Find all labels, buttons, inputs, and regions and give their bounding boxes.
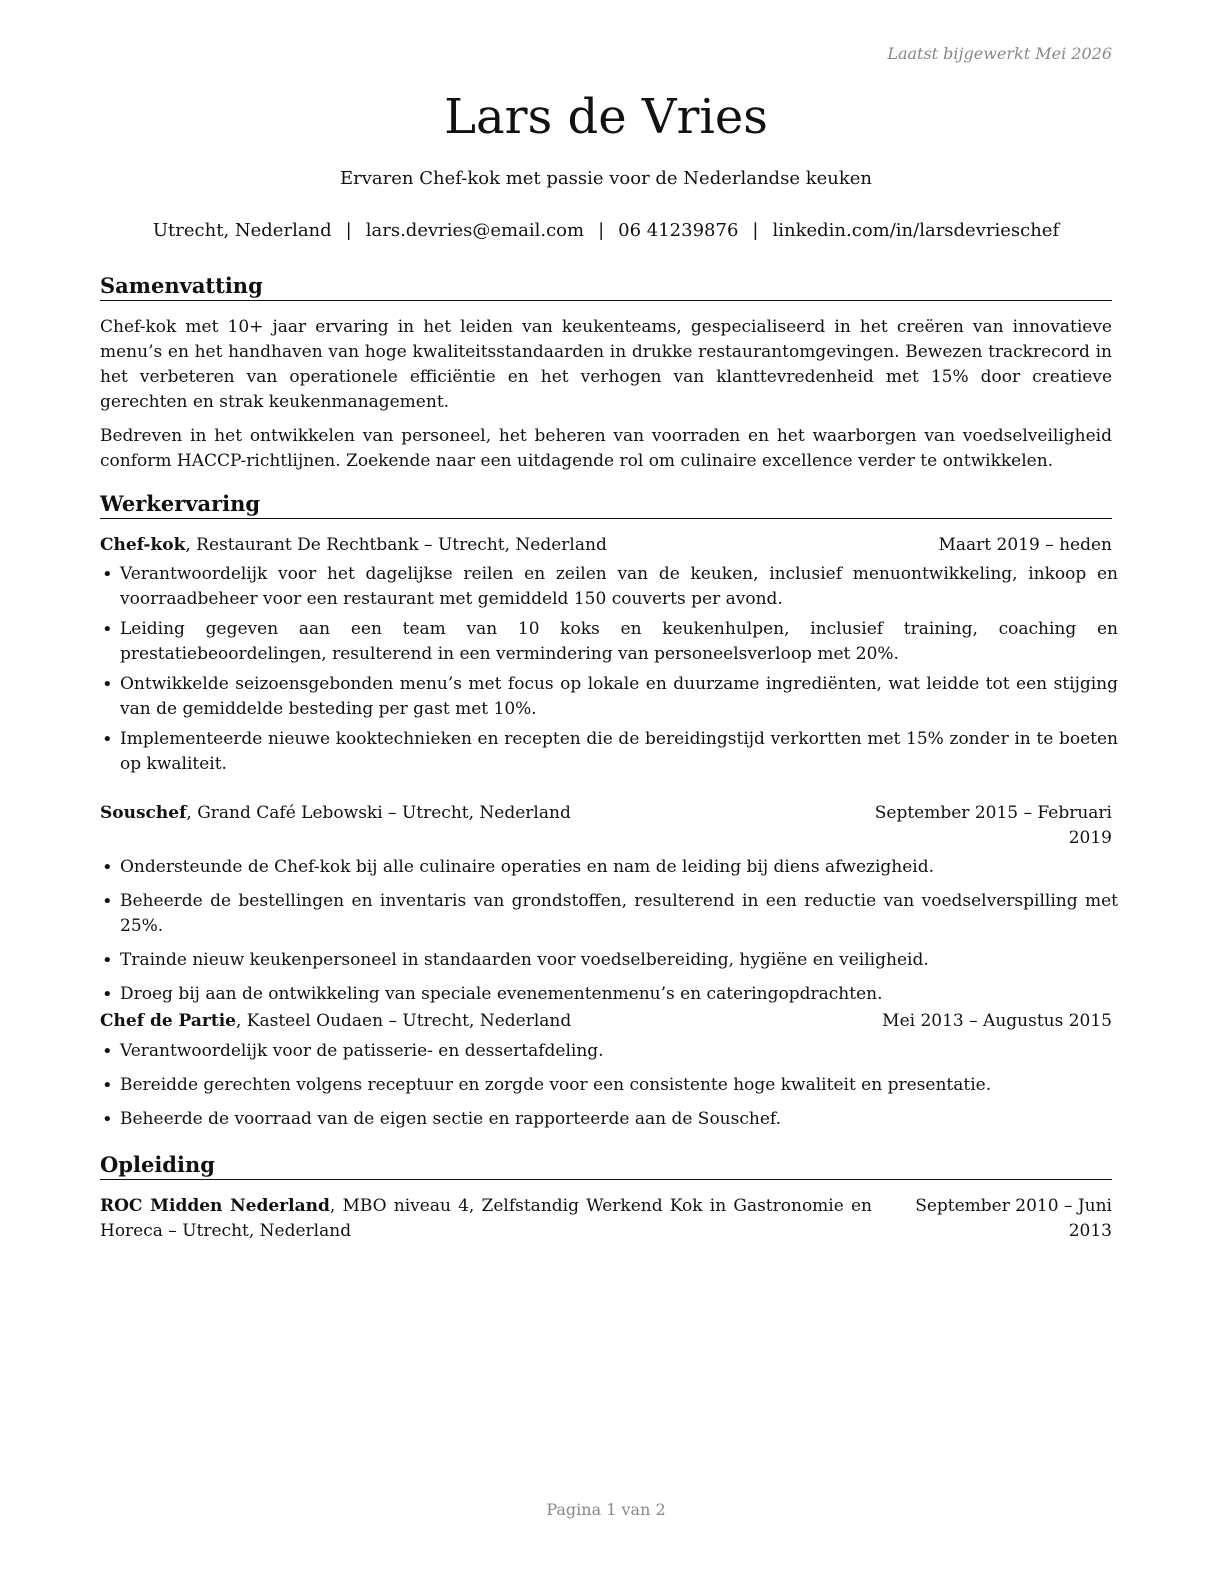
education-entry (100, 1194, 872, 1244)
job-role: Chef-kok (100, 535, 186, 555)
job-bullet-list (100, 562, 1118, 777)
education-period: September 2010 – Juni 2013 (915, 1196, 1112, 1241)
section-title-education: Opleiding (100, 1151, 1112, 1180)
list-item: • Beheerde de voorraad van de eigen sectie en rapporteerde aan de Souschef. (100, 1107, 1118, 1132)
education-details: , MBO niveau 4, Zelfstandig Werkend Kok in Gastronomie en Horeca – Utrecht, Nederland (100, 1196, 873, 1241)
tagline: Ervaren Chef-kok met passie voor de Nederlandse keuken (339, 168, 872, 189)
job-bullet-list (100, 1039, 1118, 1132)
list-item: • Leiding gegeven aan een team van 10 koks en keukenhulpen, inclusief training, coaching en prestatiebeoordelingen, resulterend in een vermindering van personeelsverloop met 20%. (100, 617, 1118, 667)
job-period: Maart 2019 – heden (938, 535, 1112, 555)
education-school: ROC Midden Nederland (100, 1196, 330, 1216)
list-item: • Bereidde gerechten volgens receptuur en zorgde voor een consistente hoge kwaliteit en presentatie. (100, 1073, 1118, 1098)
job-header (100, 801, 1112, 851)
contact-separator: | (345, 220, 352, 241)
page-number: Pagina 1 van 2 (546, 1500, 666, 1519)
list-item: • Implementeerde nieuwe kooktechnieken en recepten die de bereidingstijd verkortten met 15% zonder in te boeten op kwaliteit. (100, 727, 1118, 777)
section-title-summary: Samenvatting (100, 272, 1112, 301)
resume-page (100, 0, 1118, 1584)
job-employer: , Grand Café Lebowski – Utrecht, Nederland (186, 803, 571, 823)
summary-paragraph: Chef-kok met 10+ jaar ervaring in het leiden van keukenteams, gespecialiseerd in het creëren van innovatieve menu’s en het handhaven van hoge kwaliteitsstandaarden in drukke restaurantomgevingen. Bewezen trackrecord in het verbeteren van operationele efficiëntie en het verhogen van klanttevredenheid met 15% door creatieve gerechten en strak keukenmanagement. (100, 317, 1112, 412)
contact-location: Utrecht, Nederland (152, 220, 332, 241)
contact-email[interactable]: lars.devries@email.com (365, 220, 585, 241)
contact-phone: 06 41239876 (618, 220, 739, 241)
contact-line (100, 218, 1112, 244)
contact-linkedin[interactable]: linkedin.com/in/larsdevrieschef (772, 220, 1060, 241)
list-item: • Ondersteunde de Chef-kok bij alle culinaire operaties en nam de leiding bij diens afwezigheid. (100, 855, 1118, 880)
section-title-experience: Werkervaring (100, 490, 1112, 519)
job-period: Mei 2013 – Augustus 2015 (882, 1011, 1112, 1031)
contact-separator: | (752, 220, 759, 241)
list-item: • Ontwikkelde seizoensgebonden menu’s met focus op lokale en duurzame ingrediënten, wat leidde tot een stijging van de gemiddelde besteding per gast met 10%. (100, 672, 1118, 722)
job-employer: , Restaurant De Rechtbank – Utrecht, Nederland (185, 535, 607, 555)
candidate-name: Lars de Vries (444, 89, 768, 145)
job-role: Souschef (100, 803, 187, 823)
list-item: • Droeg bij aan de ontwikkeling van speciale evenementenmenu’s en cateringopdrachten. (100, 982, 1118, 1007)
list-item: • Verantwoordelijk voor het dagelijkse reilen en zeilen van de keuken, inclusief menuontwikkeling, inkoop en voorraadbeheer voor een restaurant met gemiddeld 150 couverts per avond. (100, 562, 1118, 612)
list-item: • Verantwoordelijk voor de patisserie- en dessertafdeling. (100, 1039, 1118, 1064)
job-period: September 2015 – Februari 2019 (874, 803, 1112, 848)
contact-separator: | (598, 220, 605, 241)
last-updated: Laatst bijgewerkt Mei 2026 (887, 44, 1112, 63)
list-item: • Beheerde de bestellingen en inventaris van grondstoffen, resulterend in een reductie van voedselverspilling met 25%. (100, 889, 1118, 939)
job-role: Chef de Partie (100, 1011, 236, 1031)
job-bullet-list (100, 855, 1118, 1007)
list-item: • Trainde nieuw keukenpersoneel in standaarden voor voedselbereiding, hygiëne en veiligheid. (100, 948, 1118, 973)
summary-paragraph: Bedreven in het ontwikkelen van personeel, het beheren van voorraden en het waarborgen van voedselveiligheid conform HACCP-richtlijnen. Zoekende naar een uitdagende rol om culinaire excellence verder te ontwikkelen. (100, 426, 1112, 471)
job-employer: , Kasteel Oudaen – Utrecht, Nederland (235, 1011, 572, 1031)
